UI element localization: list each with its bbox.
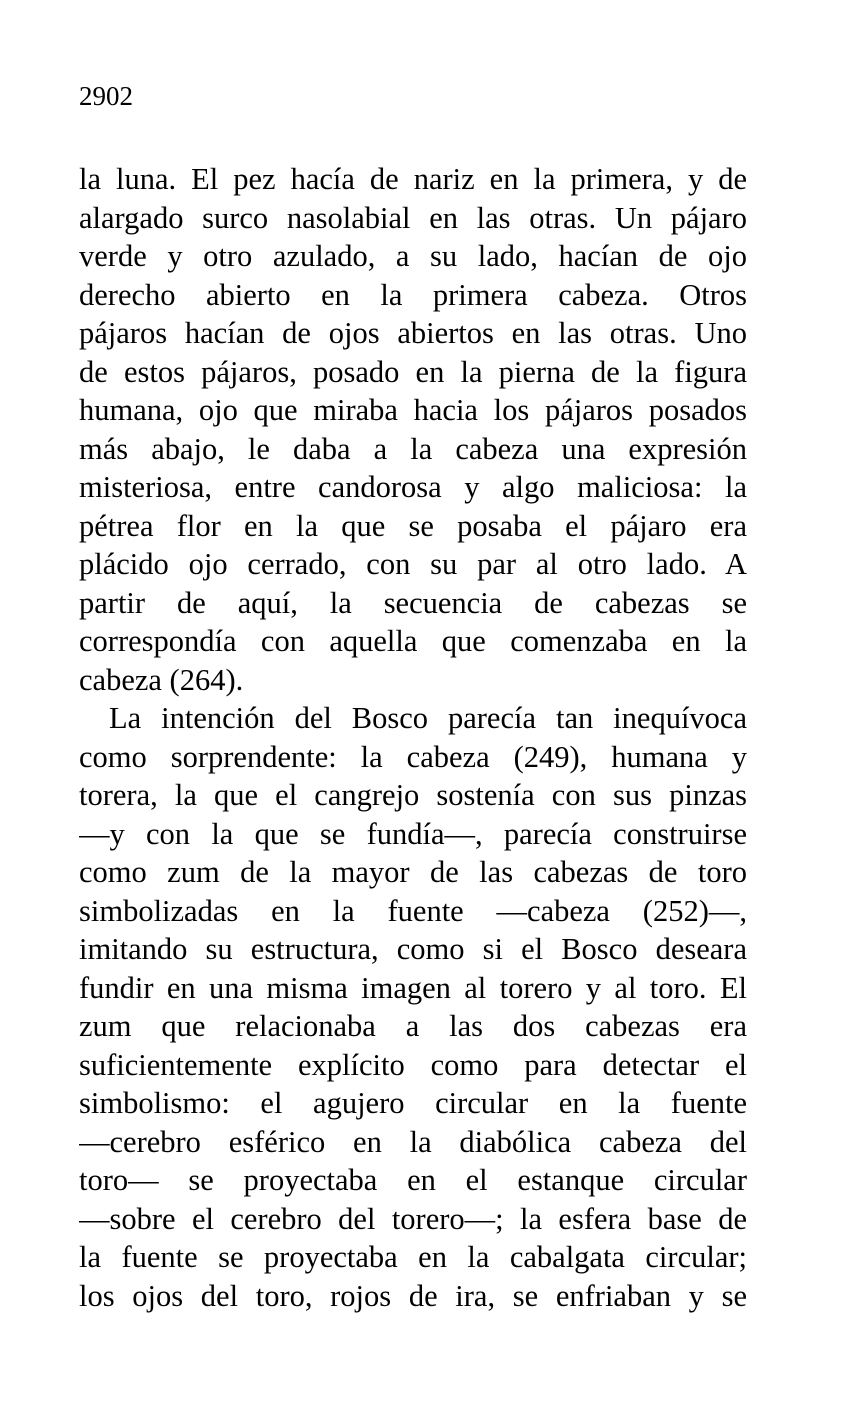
text-line: la fuente se proyectaba en la cabalgata circular; (79, 1240, 747, 1274)
text-line: simbolizadas en la fuente —cabeza (252)—, (79, 893, 747, 928)
text-line: imitando su estructura, como si el Bosco deseara (79, 932, 747, 966)
text-line: pétrea flor en la que se posaba el pájaro era (79, 508, 747, 543)
text-line: verde y otro azulado, a su lado, hacían de ojo (79, 239, 747, 273)
text-line: torera, la que el cangrejo sostenía con sus pinzas (79, 778, 747, 812)
text-line: suficientemente explícito como para detectar el (79, 1047, 747, 1082)
text-line: fundir en una misma imagen al torero y al toro. El (79, 970, 747, 1005)
text-line: plácido ojo cerrado, con su par al otro lado. A (79, 547, 747, 581)
text-line: la luna. El pez hacía de nariz en la primera, y de (79, 162, 747, 196)
text-line: misteriosa, entre candorosa y algo maliciosa: la (79, 470, 747, 504)
text-line: de estos pájaros, posado en la pierna de la figura (79, 354, 747, 389)
text-line: más abajo, le daba a la cabeza una expresión (79, 431, 747, 466)
text-line: los ojos del toro, rojos de ira, se enfriaban y se (79, 1278, 747, 1313)
text-line: La intención del Bosco parecía tan inequívoca (109, 701, 747, 735)
text-line: como zum de la mayor de las cabezas de toro (79, 855, 747, 889)
text-line: zum que relacionaba a las dos cabezas era (79, 1009, 747, 1043)
text-line: partir de aquí, la secuencia de cabezas se (79, 585, 747, 620)
text-line: pájaros hacían de ojos abiertos en las otras. Uno (79, 316, 747, 350)
text-line: alargado surco nasolabial en las otras. Un pájaro (79, 200, 747, 235)
text-line: humana, ojo que miraba hacia los pájaros posados (79, 393, 747, 427)
text-line: —sobre el cerebro del torero—; la esfera base de (79, 1201, 747, 1236)
text-line: —y con la que se fundía—, parecía construirse (79, 816, 747, 851)
text-line: correspondía con aquella que comenzaba en la (79, 624, 747, 658)
text-line: como sorprendente: la cabeza (249), humana y (79, 739, 747, 774)
text-line: —cerebro esférico en la diabólica cabeza del (79, 1124, 747, 1159)
text-line: simbolismo: el agujero circular en la fuente (79, 1086, 747, 1120)
body-text (79, 160, 747, 1315)
text-line: cabeza (264). (79, 662, 244, 697)
text-line: toro— se proyectaba en el estanque circular (79, 1163, 747, 1197)
text-line: derecho abierto en la primera cabeza. Otros (79, 277, 747, 312)
page-number: 2902 (79, 81, 133, 111)
